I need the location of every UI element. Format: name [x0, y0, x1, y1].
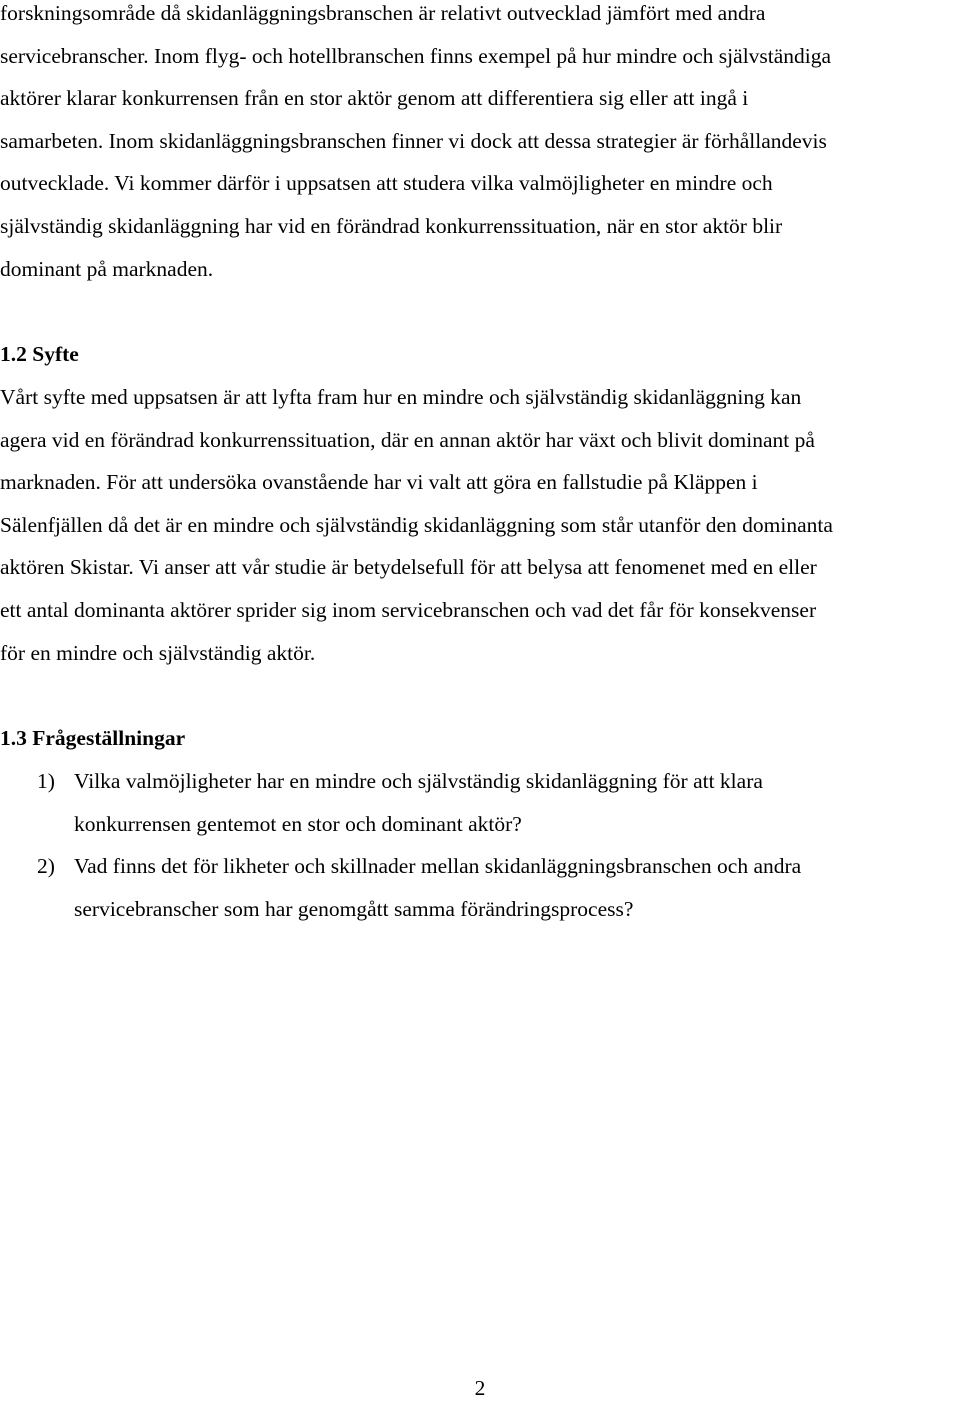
- section-heading-fragestallningar: 1.3 Frågeställningar: [0, 726, 186, 750]
- list-item-line: servicebranscher som har genomgått samma förändringsprocess?: [74, 896, 634, 921]
- paragraph-line: Sälenfjällen då det är en mindre och självständig skidanläggning som står utanför den dominanta: [0, 512, 833, 537]
- paragraph-line: samarbeten. Inom skidanläggningsbranschen finner vi dock att dessa strategier är förhållandevis: [0, 128, 827, 153]
- list-item: [0, 760, 960, 845]
- paragraph-line: Vårt syfte med uppsatsen är att lyfta fram hur en mindre och självständig skidanläggning kan: [0, 385, 802, 409]
- section-heading-syfte: 1.2 Syfte: [0, 342, 79, 366]
- paragraph-line: outvecklade. Vi kommer därför i uppsatsen att studera vilka valmöjligheter en mindre och: [0, 171, 773, 196]
- paragraph-line: dominant på marknaden.: [0, 256, 214, 281]
- paragraph-line: för en mindre och självständig aktör.: [0, 640, 316, 665]
- list-item-number: 1): [37, 769, 55, 793]
- paragraph-line: agera vid en förändrad konkurrenssituation, där en annan aktör har växt och blivit dominant på: [0, 427, 815, 452]
- list-item-line: Vad finns det för likheter och skillnader mellan skidanläggningsbranschen och andra: [74, 854, 802, 879]
- list-item: [0, 845, 960, 930]
- intro-paragraph: [0, 0, 960, 290]
- list-item-line: Vilka valmöjligheter har en mindre och självständig skidanläggning för att klara: [74, 769, 763, 793]
- paragraph-line: ett antal dominanta aktörer sprider sig inom servicebranschen och vad det får för konsekvenser: [0, 597, 817, 622]
- paragraph-line: marknaden. För att undersöka ovanstående har vi valt att göra en fallstudie på Kläppen i: [0, 470, 758, 495]
- page-number: 2: [474, 1376, 486, 1400]
- question-list: [0, 760, 960, 930]
- list-item-number: 2): [37, 854, 55, 879]
- syfte-paragraph: [0, 376, 960, 674]
- paragraph-line: servicebranscher. Inom flyg- och hotellbranschen finns exempel på hur mindre och självständiga: [0, 43, 832, 68]
- paragraph-line: aktören Skistar. Vi anser att vår studie är betydelsefull för att belysa att fenomenet med en eller: [0, 555, 817, 580]
- paragraph-line: självständig skidanläggning har vid en förändrad konkurrenssituation, när en stor aktör blir: [0, 213, 783, 238]
- paragraph-line: forskningsområde då skidanläggningsbranschen är relativt outvecklad jämfört med andra: [0, 1, 766, 25]
- paragraph-line: aktörer klarar konkurrensen från en stor aktör genom att differentiera sig eller att ingå i: [0, 86, 749, 111]
- list-item-line: konkurrensen gentemot en stor och dominant aktör?: [74, 811, 522, 836]
